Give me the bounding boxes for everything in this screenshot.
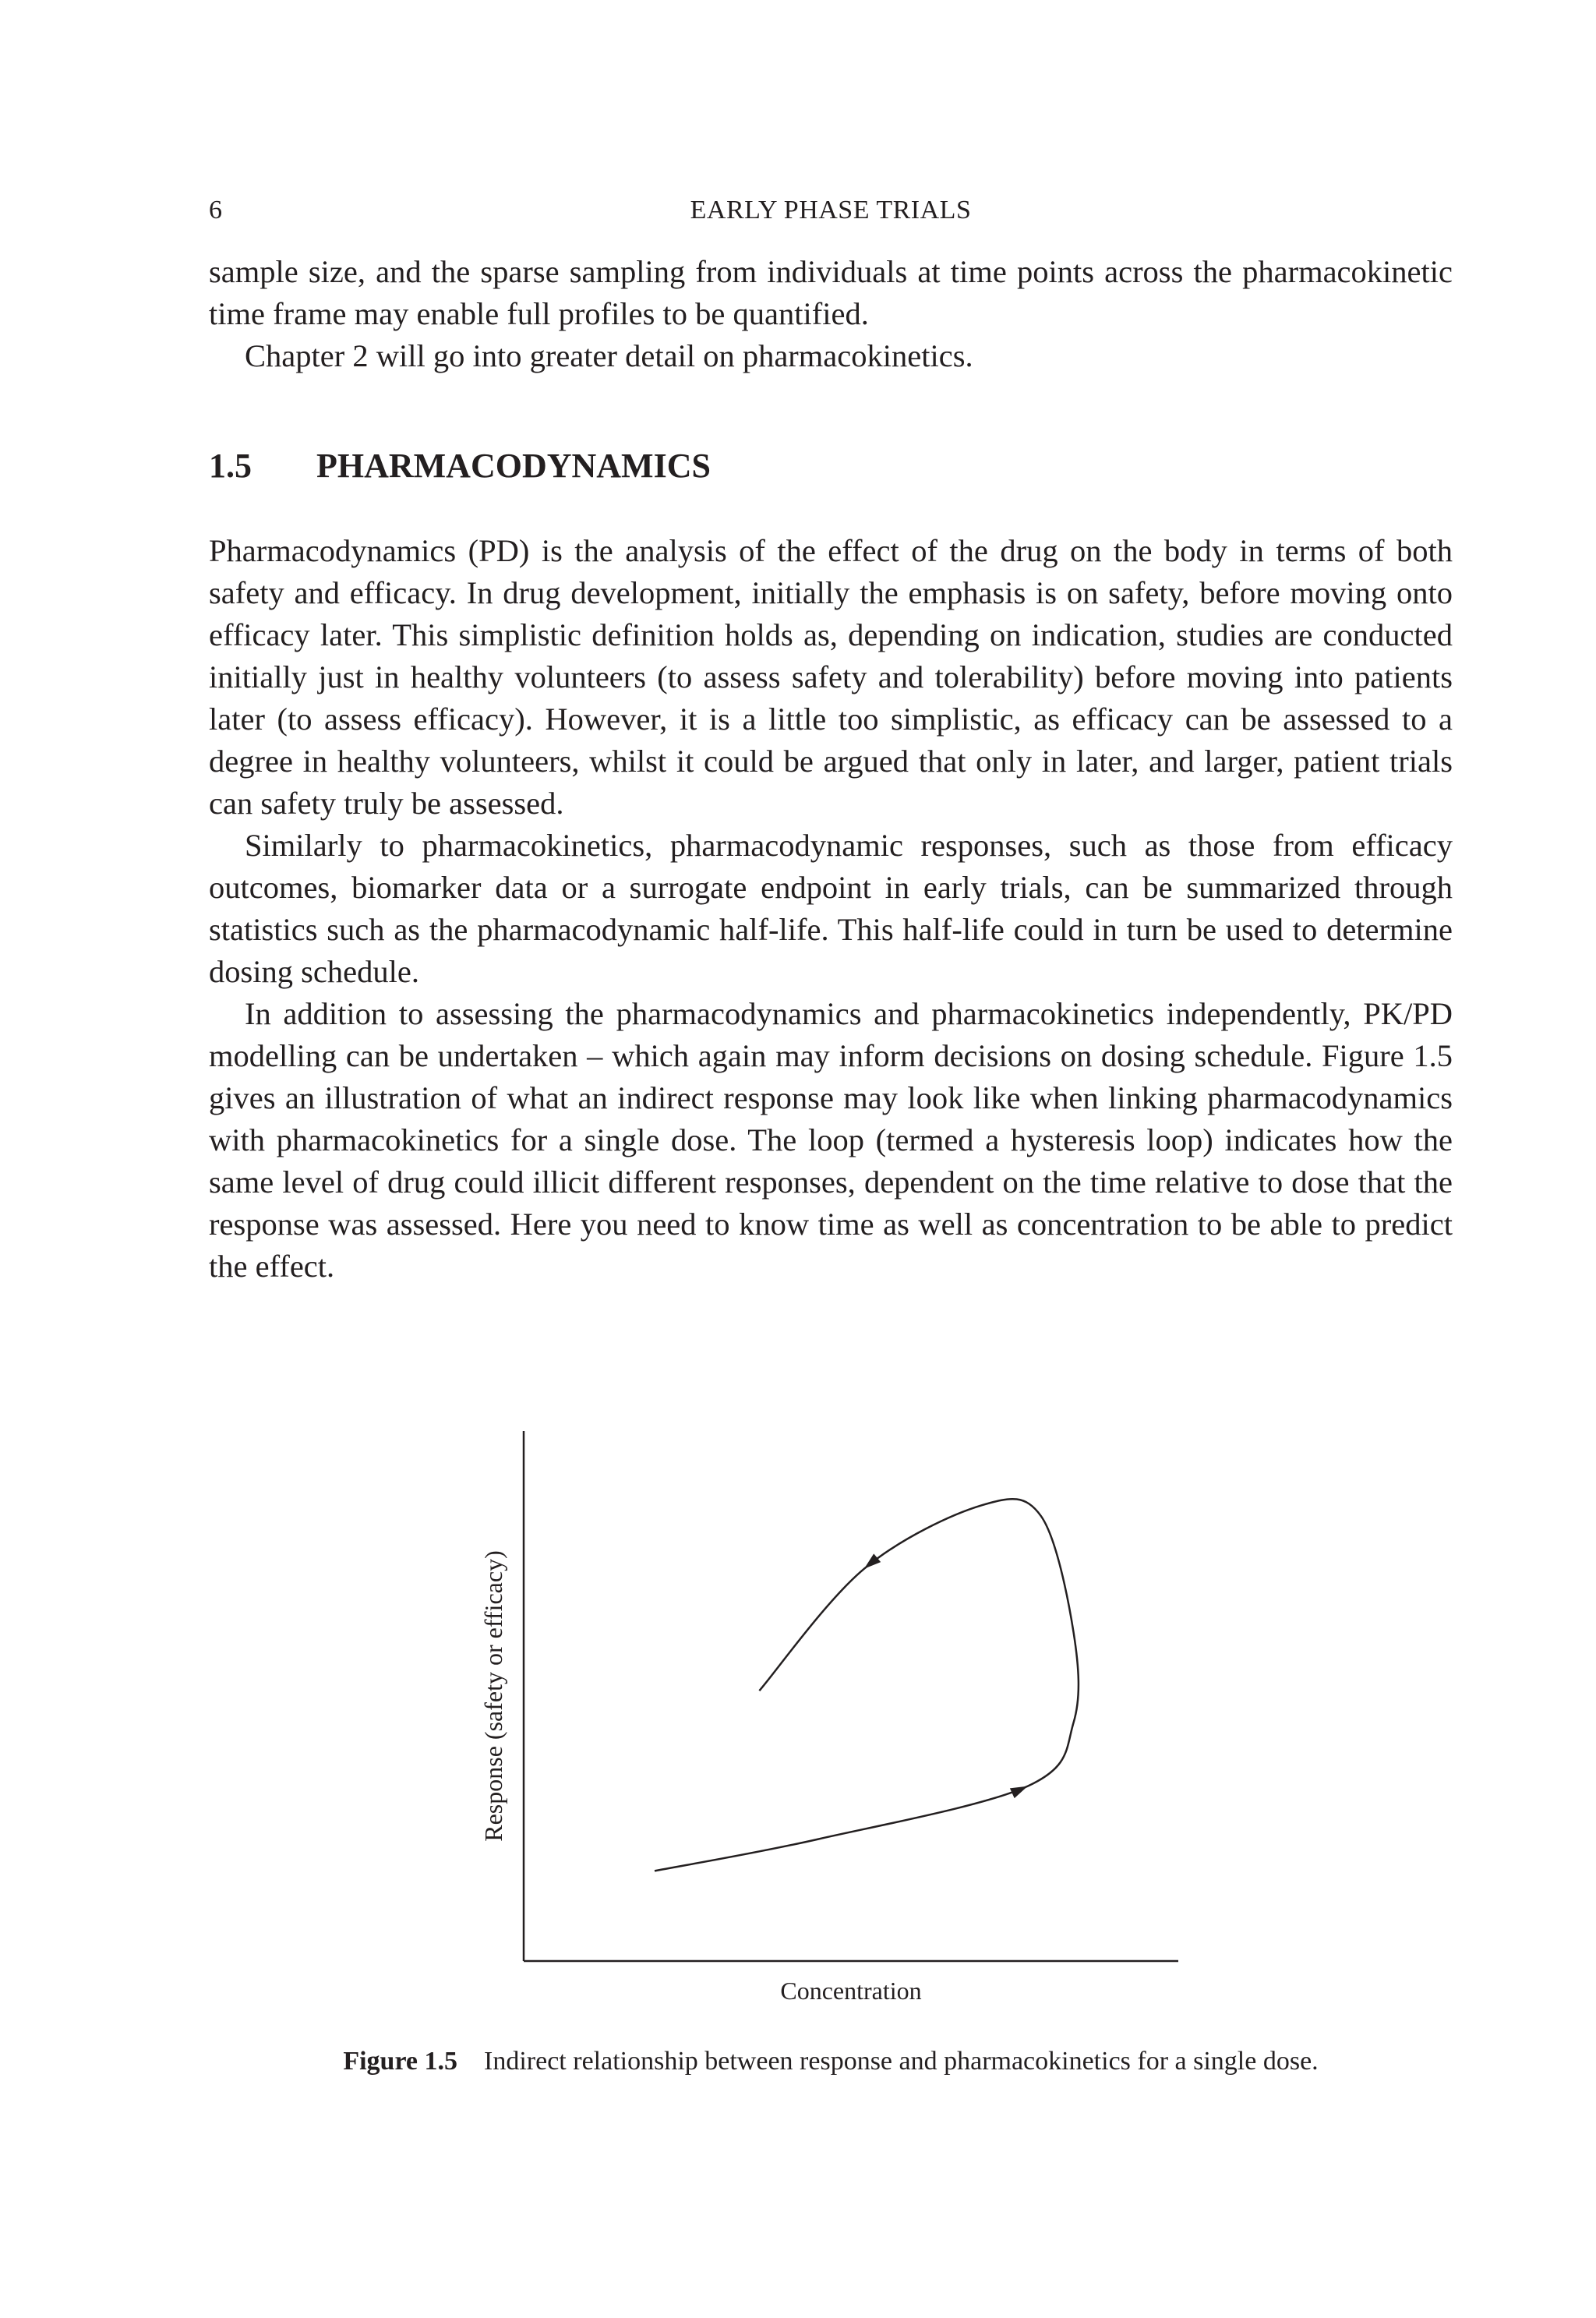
section-body bbox=[209, 530, 1453, 1288]
y-axis-label: Response (safety or efficacy) bbox=[479, 1550, 507, 1842]
running-title: EARLY PHASE TRIALS bbox=[690, 196, 972, 224]
direction-arrow-icon bbox=[1010, 1781, 1030, 1798]
paragraph: Pharmacodynamics (PD) is the analysis of the effect of the drug on the body in terms of both safety and efficacy. In drug development, initially the emphasis is on safety, before moving onto efficacy later. This simplistic definition holds as, depending on indication, studies are conducted initially just in healthy volunteers (to assess safety and tolerability) before moving into patients later (to assess efficacy). However, it is a little too simplistic, as efficacy can be assessed to a degree in healthy volunteers, whilst it could be argued that only in later, and larger, patient trials can safety truly be assessed. bbox=[209, 533, 1453, 821]
paragraph: Similarly to pharmacokinetics, pharmacodynamic responses, such as those from efficacy outcomes, biomarker data or a surrogate endpoint in early trials, can be summarized through statistics such as the pharmacodynamic half-life. This half-life could in turn be used to determine dosing schedule. bbox=[209, 828, 1453, 989]
series-layer bbox=[655, 1499, 1079, 1871]
intro-text bbox=[209, 251, 1453, 377]
section-number: 1.5 bbox=[209, 447, 252, 485]
section-title: PHARMACODYNAMICS bbox=[316, 447, 711, 485]
hysteresis-chart bbox=[468, 1419, 1192, 2011]
figure-label: Figure 1.5 bbox=[343, 2047, 458, 2076]
figure-1-5 bbox=[468, 1419, 1192, 2011]
page-number: 6 bbox=[209, 196, 222, 224]
hysteresis-loop-line bbox=[655, 1499, 1079, 1871]
figure-caption-text: Indirect relationship between response and pharmacokinetics for a single dose. bbox=[484, 2047, 1319, 2076]
paragraph: In addition to assessing the pharmacodynamics and pharmacokinetics independently, PK/PD modelling can be undertaken – which again may inform decisions on dosing schedule. Figure 1.5 gives an illustration of what an indirect response may look like when linking pharmacodynamics with pharmacokinetics for a single dose. The loop (termed a hysteresis loop) indicates how the same level of drug could illicit different responses, dependent on the time relative to dose that the response was assessed. Here you need to know time as well as concentration to be able to predict the effect. bbox=[209, 996, 1453, 1284]
running-head bbox=[209, 193, 1453, 228]
paragraph: Chapter 2 will go into greater detail on pharmacokinetics. bbox=[245, 338, 973, 373]
paragraph: sample size, and the sparse sampling from individuals at time points across the pharmacokinetic time frame may enable full profiles to be quantified. bbox=[209, 254, 1453, 331]
x-axis-label: Concentration bbox=[780, 1977, 922, 2005]
section-heading bbox=[209, 443, 1453, 489]
figure-caption bbox=[209, 2044, 1453, 2079]
